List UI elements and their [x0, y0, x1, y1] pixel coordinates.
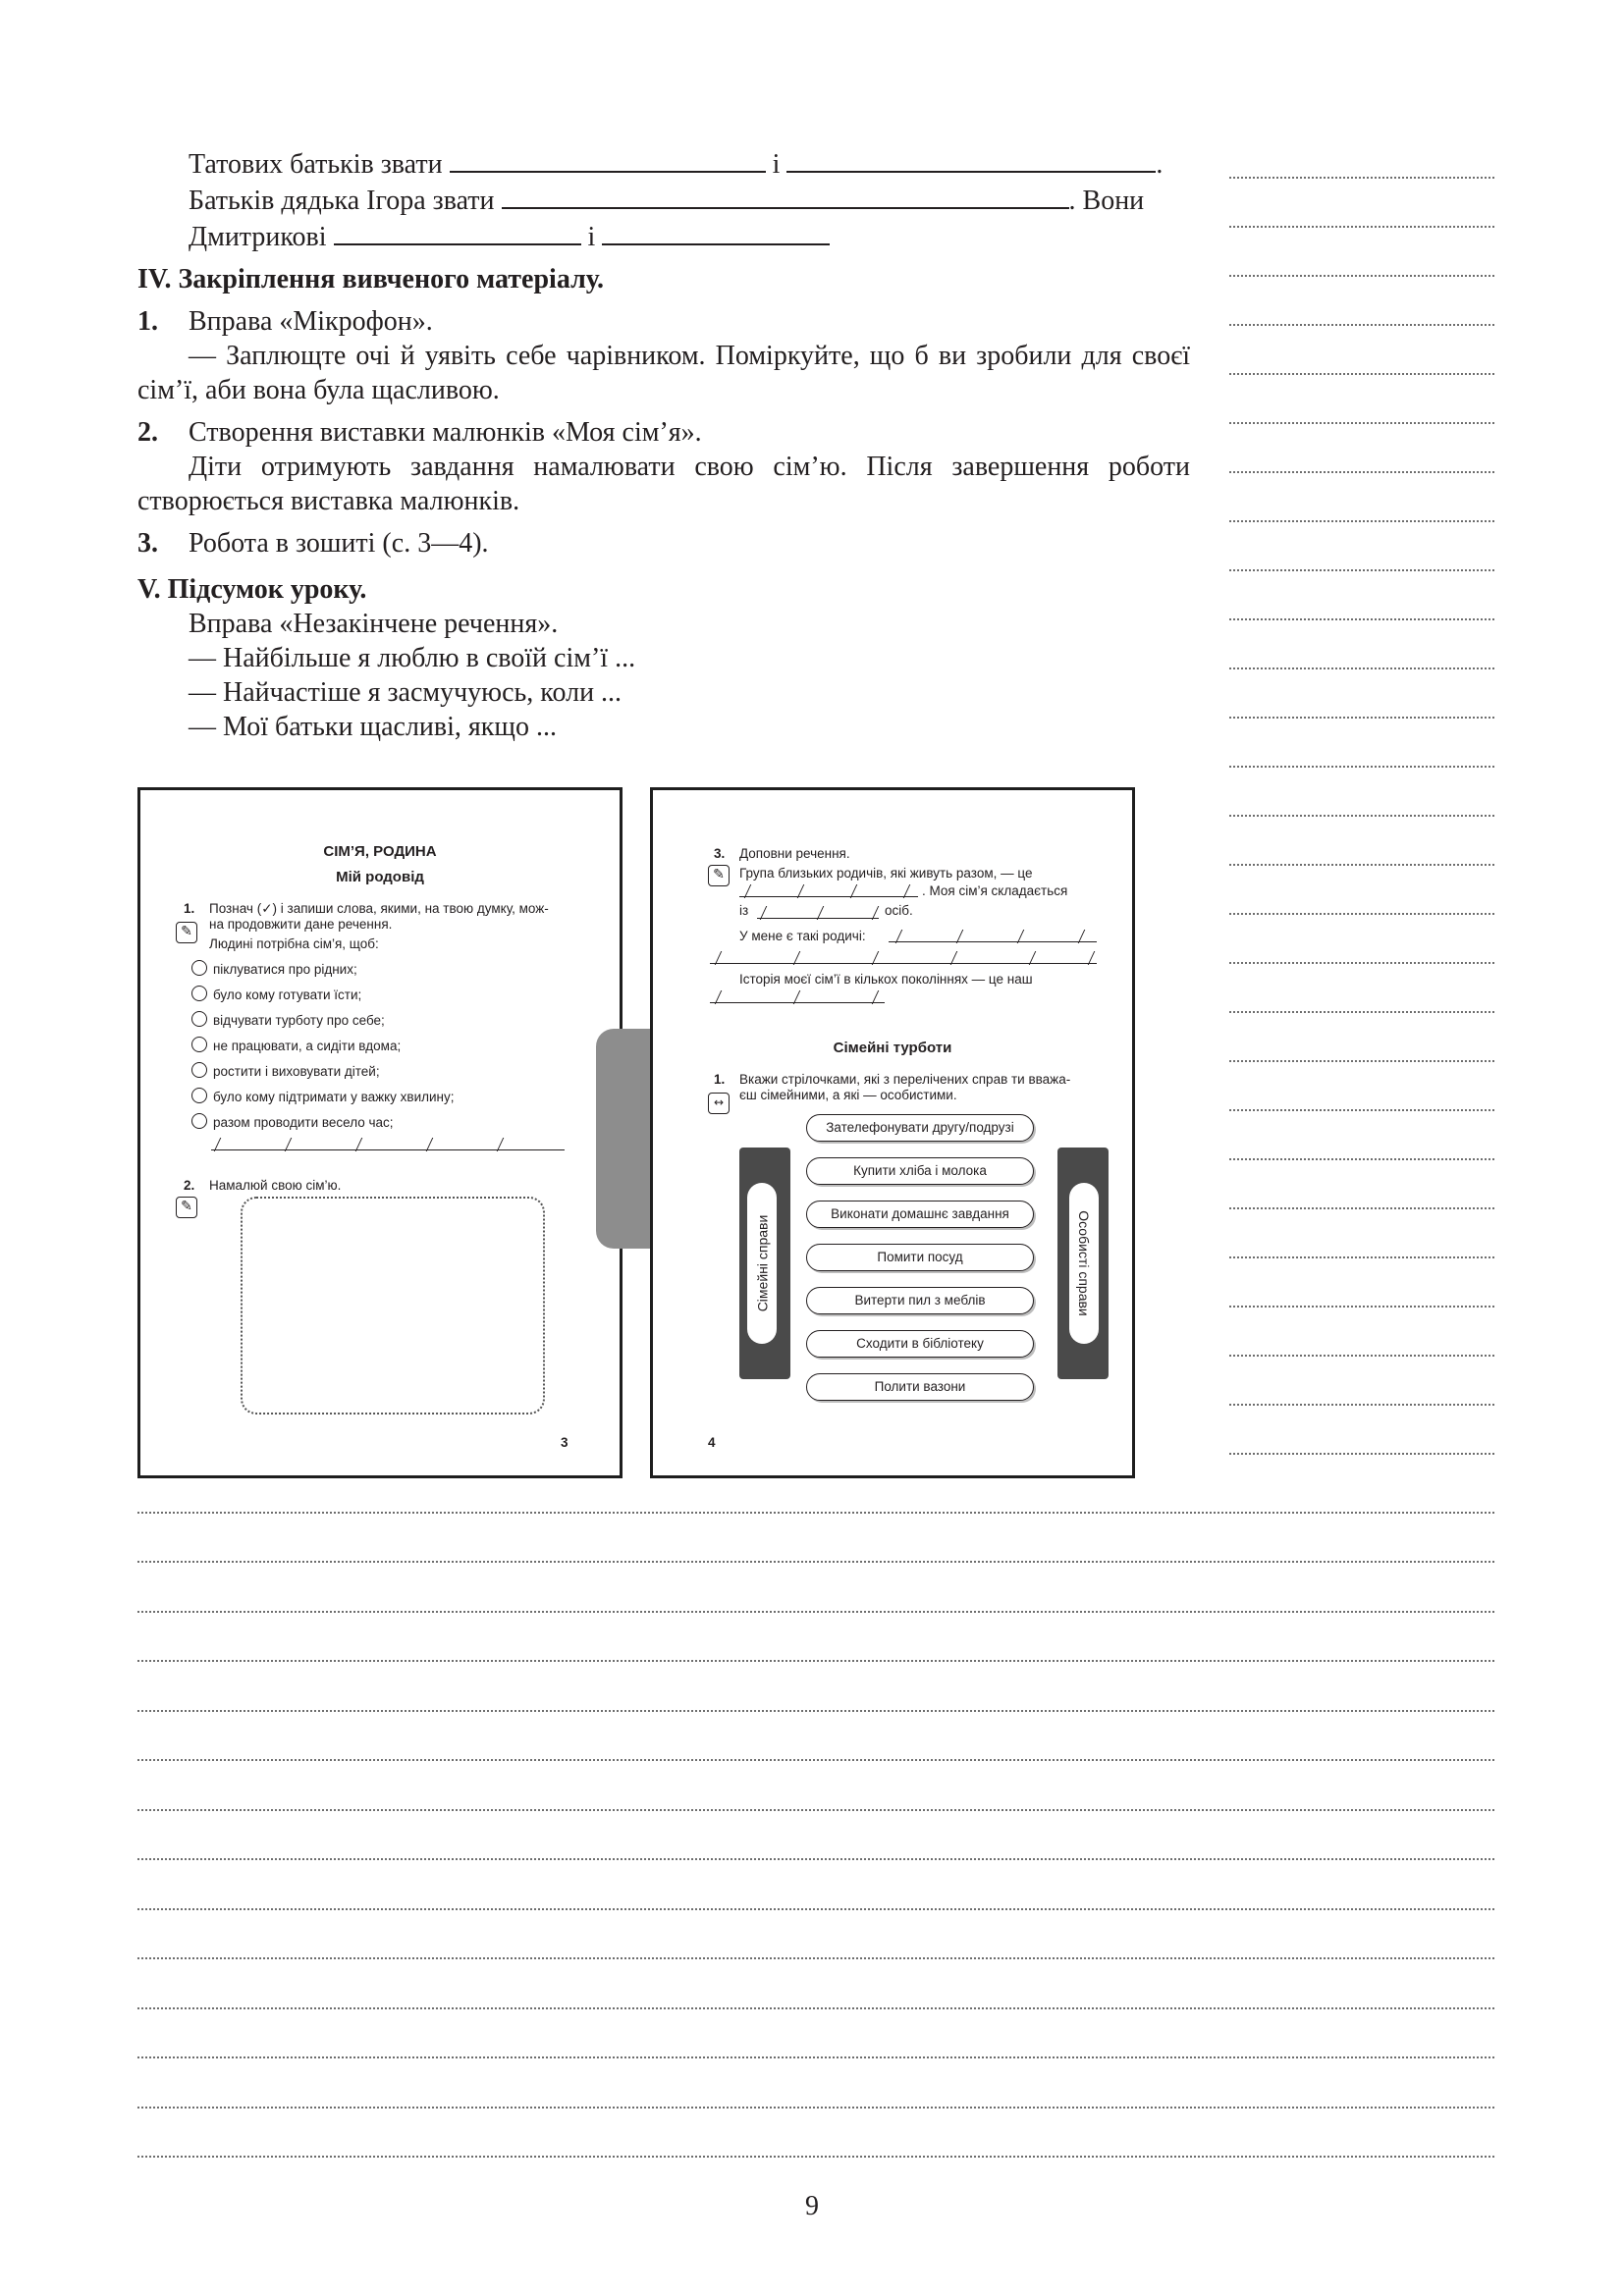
- section-title: Сімейні турботи: [833, 1040, 952, 1056]
- workbook-page-number: 4: [708, 1435, 716, 1450]
- note-line: [137, 2007, 1494, 2009]
- option-label: разом проводити весело час;: [213, 1115, 394, 1130]
- blank-line: [334, 218, 581, 245]
- note-line: [1229, 962, 1494, 964]
- section-4-heading: IV. Закріплення вивченого матеріалу.: [137, 264, 604, 294]
- checkbox-circle[interactable]: [191, 1088, 207, 1103]
- note-line: [1229, 913, 1494, 915]
- section-4-item-2: [137, 415, 1190, 518]
- task-text: на продовжити дане речення.: [209, 917, 393, 932]
- section-5-heading: V. Підсумок уроку.: [137, 574, 367, 605]
- intro-text: і: [772, 149, 781, 180]
- task-number: 1.: [184, 901, 195, 916]
- task-pill[interactable]: Витерти пил з меблів: [806, 1287, 1034, 1314]
- note-line: [1229, 815, 1494, 817]
- note-line: [1229, 1256, 1494, 1258]
- task-pill[interactable]: Виконати домашнє завдання: [806, 1201, 1034, 1228]
- note-line: [1229, 520, 1494, 522]
- note-line: [1229, 1404, 1494, 1406]
- personal-tasks-band: [1057, 1148, 1109, 1379]
- task-pill[interactable]: Сходити в бібліотеку: [806, 1330, 1034, 1358]
- item-title: Робота в зошиті (с. 3—4).: [189, 528, 489, 559]
- note-line: [1229, 569, 1494, 571]
- task-text: . Моя сім’я складається: [922, 883, 1068, 898]
- note-line: [137, 1611, 1494, 1613]
- option-label: піклуватися про рідних;: [213, 962, 357, 977]
- note-line: [137, 2056, 1494, 2058]
- note-line: [1229, 373, 1494, 375]
- option-label: було кому готувати їсти;: [213, 988, 362, 1002]
- option-label: відчувати турботу про себе;: [213, 1013, 385, 1028]
- note-line: [1229, 422, 1494, 424]
- section-5-line: — Мої батьки щасливі, якщо ...: [189, 712, 557, 742]
- intro-text: .: [1156, 149, 1164, 180]
- checkbox-circle[interactable]: [191, 1037, 207, 1052]
- option-label: не працювати, а сидіти вдома;: [213, 1039, 402, 1053]
- option-item: [213, 1038, 401, 1054]
- task-number: 3.: [714, 846, 726, 861]
- item-text: — Заплющте очі й уявіть себе чарівником. Поміркуйте, що б ви зробили для своєї сім’ї, аби вона була щасливою.: [137, 341, 1190, 405]
- band-label: Сімейні справи: [754, 1214, 771, 1312]
- note-line: [137, 1561, 1494, 1563]
- checkbox-circle[interactable]: [191, 986, 207, 1001]
- note-line: [1229, 717, 1494, 719]
- family-tasks-band: [739, 1148, 790, 1379]
- pencil-icon: ✎: [176, 1197, 197, 1218]
- section-4-item-3: [137, 526, 1190, 561]
- double-arrow-icon: ↔: [708, 1093, 730, 1114]
- task-text: осіб.: [885, 903, 913, 918]
- note-line: [137, 1710, 1494, 1712]
- task-text: Вкажи стрілочками, які з перелічених справ ти вважа-: [739, 1072, 1071, 1087]
- section-5-line: — Найчастіше я засмучуюсь, коли ...: [189, 677, 623, 708]
- blank-line: [502, 182, 1069, 209]
- task-pill[interactable]: Полити вазони: [806, 1373, 1034, 1401]
- note-line: [1229, 275, 1494, 277]
- section-4-item-1: [137, 304, 1190, 407]
- task-pill[interactable]: Зателефонувати другу/подрузі: [806, 1114, 1034, 1142]
- note-line: [1229, 864, 1494, 866]
- task-prompt: Людині потрібна сім’я, щоб:: [209, 936, 379, 951]
- note-line: [1229, 471, 1494, 473]
- option-item: [213, 1063, 380, 1080]
- item-title: Створення виставки малюнків «Моя сім’я».: [189, 417, 702, 448]
- option-label: ростити і виховувати дітей;: [213, 1064, 380, 1079]
- workbook-page-4: [650, 787, 1135, 1478]
- section-5-line: — Найбільше я люблю в своїй сім’ї ...: [189, 643, 636, 673]
- note-line: [137, 1512, 1494, 1514]
- writing-line[interactable]: [889, 941, 1097, 942]
- pencil-icon: ✎: [708, 865, 730, 886]
- option-item: [213, 961, 357, 978]
- intro-line-1: [137, 145, 1190, 182]
- note-line: [1229, 667, 1494, 669]
- blank-line: [602, 218, 830, 245]
- task-text: Познач (✓) і запиши слова, якими, на твою думку, мож-: [209, 901, 549, 916]
- intro-text: . Вони: [1068, 186, 1145, 216]
- note-line: [1229, 1158, 1494, 1160]
- note-line: [137, 1759, 1494, 1761]
- personal-tasks-label: [1069, 1183, 1099, 1344]
- item-text: Діти отримують завдання намалювати свою сім’ю. Після завершення роботи створюється виставка малюнків.: [137, 452, 1190, 516]
- task-text: Група близьких родичів, які живуть разом, — це: [739, 866, 1033, 881]
- writing-line[interactable]: [739, 896, 918, 897]
- intro-text: і: [587, 222, 596, 252]
- option-item: [213, 987, 361, 1003]
- page-number: 9: [805, 2191, 819, 2221]
- checkbox-circle[interactable]: [191, 1113, 207, 1129]
- task-text: Намалюй свою сім’ю.: [209, 1178, 342, 1193]
- note-line: [1229, 1306, 1494, 1308]
- workbook-page-number: 3: [561, 1435, 568, 1450]
- note-line: [137, 1858, 1494, 1860]
- family-tasks-label: [747, 1183, 777, 1344]
- intro-text: Батьків дядька Ігора звати: [189, 186, 495, 216]
- note-line: [1229, 618, 1494, 620]
- section-5-line: Вправа «Незакінчене речення».: [189, 609, 559, 639]
- item-title: Вправа «Мікрофон».: [189, 306, 433, 337]
- writing-line[interactable]: [710, 963, 1097, 964]
- note-line: [137, 2107, 1494, 2109]
- note-line: [1229, 324, 1494, 326]
- note-line: [1229, 1011, 1494, 1013]
- note-line: [137, 1809, 1494, 1811]
- option-item: [213, 1114, 394, 1131]
- option-item: [213, 1012, 385, 1029]
- checkbox-circle[interactable]: [191, 1011, 207, 1027]
- task-text: Історія моєї сім’ї в кількох поколіннях — це наш: [739, 972, 1033, 987]
- workbook-title: СІМ’Я, РОДИНА: [323, 843, 437, 860]
- intro-line-2: [137, 182, 1190, 218]
- item-number: 1.: [137, 306, 158, 337]
- intro-text: Дмитрикові: [189, 222, 327, 252]
- task-text: із: [739, 903, 749, 918]
- item-number: 2.: [137, 417, 158, 448]
- workbook-subtitle: Мій родовід: [336, 869, 424, 885]
- task-text: У мене є такі родичі:: [739, 929, 866, 943]
- task-number: 1.: [714, 1072, 726, 1087]
- blank-line: [786, 145, 1156, 173]
- note-line: [1229, 1453, 1494, 1455]
- note-line: [137, 2156, 1494, 2158]
- task-text: Доповни речення.: [739, 846, 850, 861]
- note-line: [1229, 1207, 1494, 1209]
- blank-line: [450, 145, 766, 173]
- note-line: [137, 1908, 1494, 1910]
- option-label: було кому підтримати у важку хвилину;: [213, 1090, 455, 1104]
- note-line: [1229, 1355, 1494, 1357]
- intro-text: Татових батьків звати: [189, 149, 443, 180]
- note-line: [1229, 177, 1494, 179]
- note-line: [1229, 226, 1494, 228]
- intro-line-3: [137, 218, 1190, 254]
- pencil-icon: ✎: [176, 922, 197, 943]
- checkbox-circle[interactable]: [191, 960, 207, 976]
- lesson-text: [137, 145, 1190, 744]
- note-line: [1229, 1060, 1494, 1062]
- checkbox-circle[interactable]: [191, 1062, 207, 1078]
- note-line: [137, 1957, 1494, 1959]
- item-number: 3.: [137, 528, 158, 559]
- workbook-page-3: [137, 787, 623, 1478]
- writing-line[interactable]: [710, 1002, 885, 1003]
- option-item: [213, 1089, 455, 1105]
- band-label: Особисті справи: [1076, 1210, 1092, 1316]
- note-line: [1229, 1109, 1494, 1111]
- note-line: [1229, 766, 1494, 768]
- task-pill[interactable]: Купити хліба і молока: [806, 1157, 1034, 1185]
- note-line: [137, 1660, 1494, 1662]
- task-pill[interactable]: Помити посуд: [806, 1244, 1034, 1271]
- writing-line[interactable]: [211, 1149, 565, 1150]
- drawing-area[interactable]: [241, 1197, 545, 1415]
- task-text: єш сімейними, а які — особистими.: [739, 1088, 957, 1102]
- task-number: 2.: [184, 1178, 195, 1193]
